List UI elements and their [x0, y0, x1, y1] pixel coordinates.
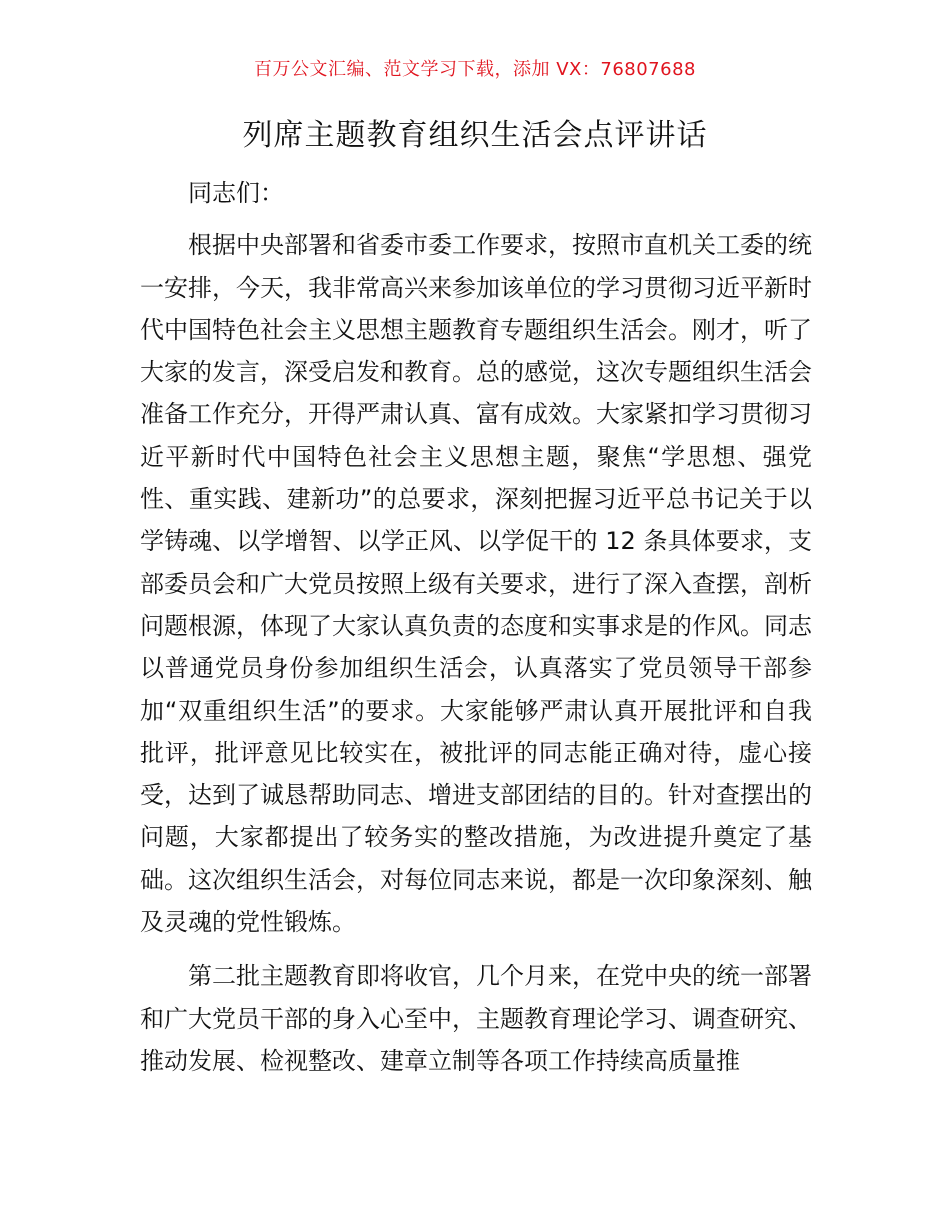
salutation: 同志们：	[188, 179, 284, 207]
paragraph-1: 根据中央部署和省委市委工作要求，按照市直机关工委的统一安排，今天，我非常高兴来参加该单位的学习贯彻习近平新时代中国特色社会主义思想主题教育专题组织生活会。刚才，听了大家的发言，深受启发和教育。总的感觉，这次专题组织生活会准备工作充分，开得严肃认真、富有成效。大家紧扣学习贯彻习近平新时代中国特色社会主义思想主题，聚焦“学思想、强党性、重实践、建新功”的总要求，深刻把握习近平总书记关于以学铸魂、以学增智、以学正风、以学促干的 12 条具体要求，支部委员会和广大党员按照上级有关要求，进行了深入查摆，剖析问题根源，体现了大家认真负责的态度和实事求是的作风。同志以普通党员身份参加组织生活会，认真落实了党员领导干部参加“双重组织生活”的要求。大家能够严肃认真开展批评和自我批评，批评意见比较实在，被批评的同志能正确对待，虚心接受，达到了诚恳帮助同志、增进支部团结的目的。针对查摆出的问题，大家都提出了较务实的整改措施，为改进提升奠定了基础。这次组织生活会，对每位同志来说，都是一次印象深刻、触及灵魂的党性锻炼。	[140, 231, 812, 937]
header-promo-note: 百万公文汇编、范文学习下载，添加 VX：76807688	[254, 59, 696, 80]
document-body	[140, 172, 812, 1094]
document-title: 列席主题教育组织生活会点评讲话	[242, 118, 708, 153]
paragraph-2: 第二批主题教育即将收官，几个月来，在党中央的统一部署和广大党员干部的身入心至中，主题教育理论学习、调查研究、推动发展、检视整改、建章立制等各项工作持续高质量推	[140, 962, 812, 1075]
